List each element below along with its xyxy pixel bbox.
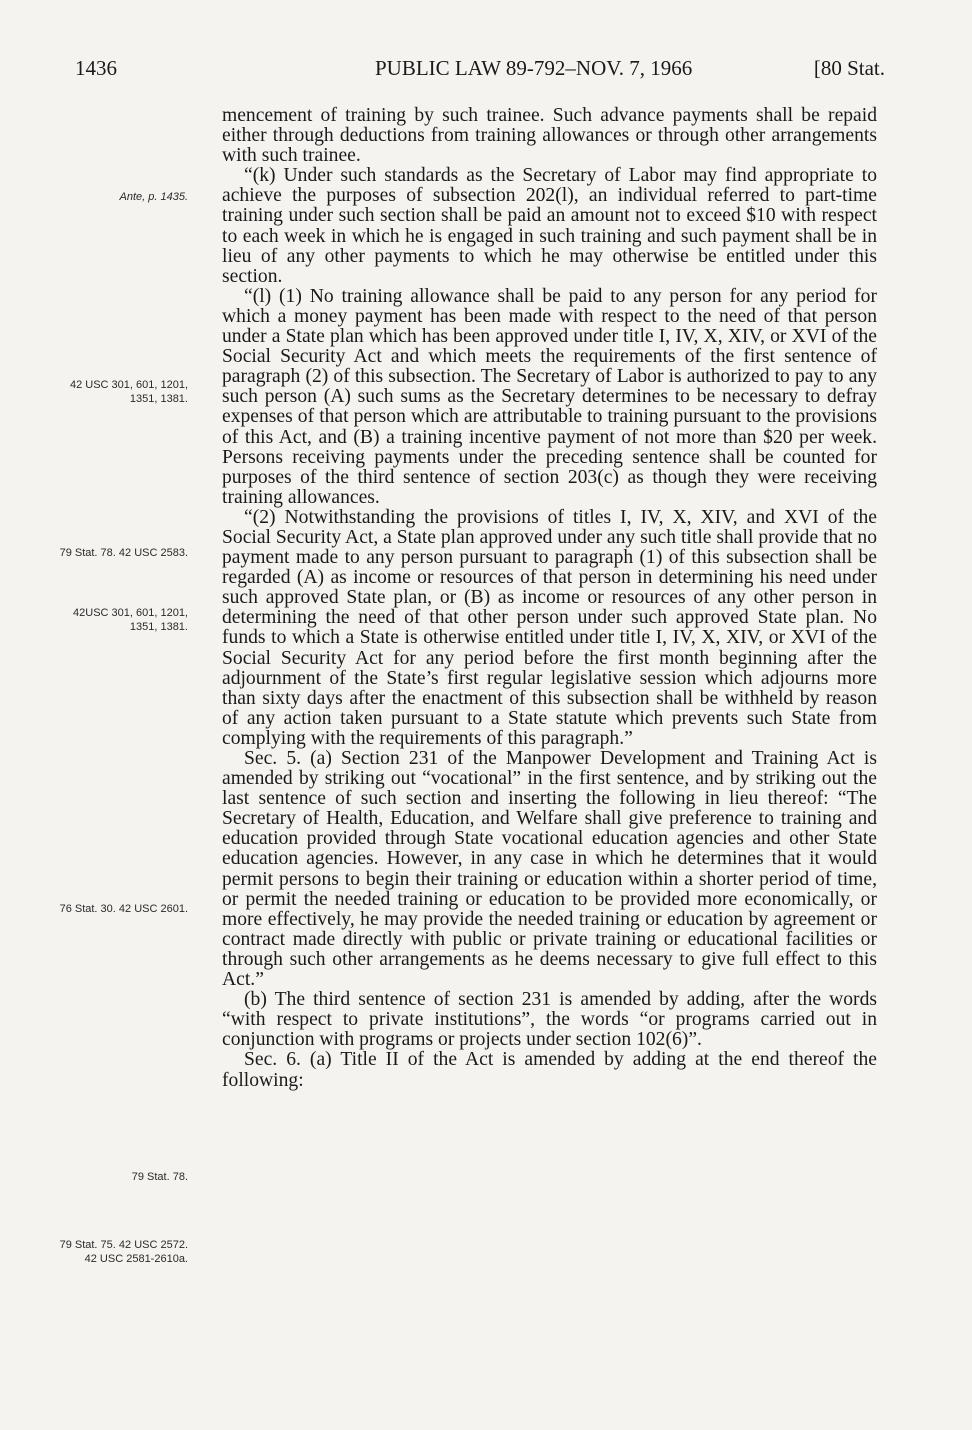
margin-note: 79 Stat. 75. 42 USC 2572. 42 USC 2581-2610a. [59,1239,188,1265]
margin-note: 79 Stat. 78. 42 USC 2583. [59,547,188,559]
paragraph-section-6a: Sec. 6. (a) Title II of the Act is amended by adding at the end thereof the following: [222,1049,877,1091]
page-number: 1436 [75,56,117,80]
paragraph-subsection-k: “(k) Under such standards as the Secretary of Labor may find appropriate to achieve the purposes of subsection 202(l), an individual referred to part-time training under such section shall be paid an amount not to exceed $10 with respect to each week in which he is engaged in such training and such payment shall be in lieu of any other payments to which he may otherwise be entitled under this section. [222,165,877,287]
margin-note: 79 Stat. 78. [131,1171,188,1183]
paragraph-section-5b: (b) The third sentence of section 231 is amended by adding, after the words “with respect to private institutions”, the words “or programs carried out in conjunction with programs or projects under section 102(6)”. [222,989,877,1051]
volume-citation: [80 Stat. [813,56,885,80]
paragraph-continuation: mencement of training by such trainee. Such advance payments shall be repaid either through deductions from training allowances or through other arrangements with such trainee. [222,105,877,167]
running-head: PUBLIC LAW 89-792–NOV. 7, 1966 [375,56,693,80]
paragraph-subsection-l2: “(2) Notwithstanding the provisions of titles I, IV, X, XIV, and XVI of the Social Security Act, a State plan approved under any such title shall provide that no payment made to any person pursuant to paragraph (1) of this subsection shall be regarded (A) as income or resources of that person in determining his need under such approved State plan, or (B) as income or resources of any other person in determining the need of that other person under such approved State plan. No funds to which a State is otherwise entitled under title I, IV, X, XIV, or XVI of the Social Security Act for any period before the first month beginning after the adjournment of the State’s first regular legislative session which adjourns more than sixty days after the enactment of this subsection shall be withheld by reason of any action taken pursuant to a State statute which prevents such State from complying with the requirements of this paragraph.” [222,506,877,749]
margin-note: 76 Stat. 30. 42 USC 2601. [59,903,188,915]
margin-note: 42 USC 301, 601, 1201, 1351, 1381. [69,379,188,405]
page-header [75,56,885,86]
statute-body [222,106,877,1091]
paragraph-subsection-l1: “(l) (1) No training allowance shall be paid to any person for any period for which a money payment has been made with respect to the need of that person under a State plan which has been approved under title I, IV, X, XIV, or XVI of the Social Security Act and which meets the requirements of the first sentence of paragraph (2) of this subsection. The Secretary of Labor is authorized to pay to any such person (A) such sums as the Secretary determines to be necessary to defray expenses of that person which are attributable to training pursuant to the provisions of this Act, and (B) a training incentive payment of not more than $20 per week. Persons receiving payments under the preceding sentence shall be counted for purposes of the third sentence of section 203(c) as though they were receiving training allowances. [222,285,877,508]
margin-note: Ante, p. 1435. [119,191,188,203]
margin-note: 42USC 301, 601, 1201, 1351, 1381. [73,607,188,633]
paragraph-section-5a: Sec. 5. (a) Section 231 of the Manpower Development and Training Act is amended by striking out “vocational” in the first sentence, and by striking out the last sentence of such section and inserting the following in lieu thereof: “The Secretary of Health, Education, and Welfare shall give preference to training and education provided through State vocational education agencies and other State education agencies. However, in any case in which he determines that it would permit persons to begin their training or education within a shorter period of time, or permit the needed training or education to be provided more economically, or more effectively, he may provide the needed training or education by agreement or contract made directly with public or private training or educational facilities or through such other arrangements as he deems necessary to give full effect to this Act.” [222,748,877,991]
